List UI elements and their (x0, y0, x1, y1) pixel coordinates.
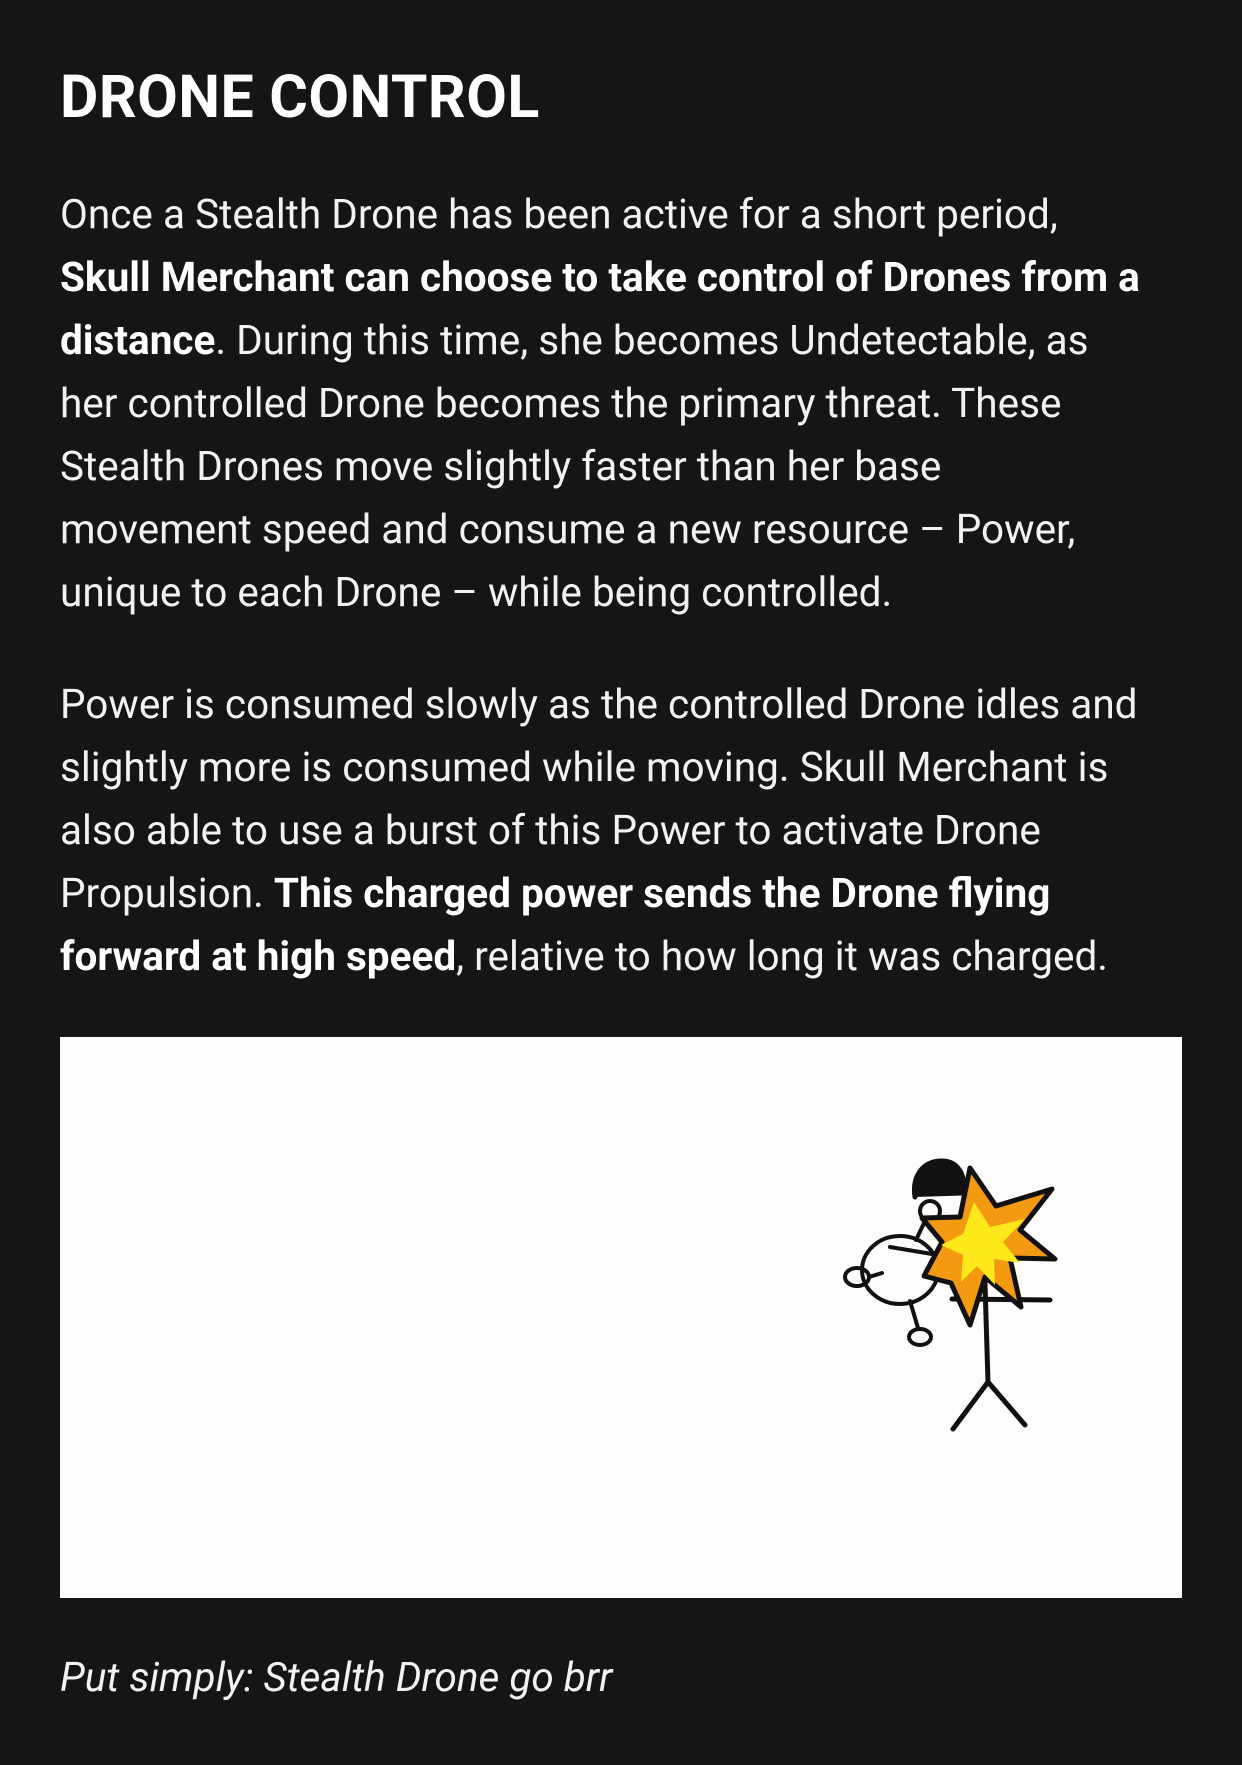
text-line (60, 925, 1190, 988)
drone-rotor (909, 1329, 931, 1345)
section-heading: DRONE CONTROL (60, 63, 540, 132)
paragraph-drone-control (60, 183, 1190, 624)
text-span: . During this time, she becomes Undetectable, as (215, 316, 1089, 364)
text-line: her controlled Drone becomes the primary threat. These (60, 379, 1062, 427)
drone-rotor-arm (910, 1301, 918, 1328)
drone-illustration (60, 1037, 1182, 1598)
paragraph-power (60, 673, 1190, 988)
image-caption: Put simply: Stealth Drone go brr (60, 1653, 613, 1701)
text-line: slightly more is consumed while moving. Skull Merchant is (60, 743, 1109, 791)
bold-text: forward at high speed (60, 932, 457, 980)
drone-rotor-arm (869, 1273, 882, 1277)
drone-rotor (845, 1268, 869, 1286)
text-line: movement speed and consume a new resource – Power, (60, 505, 1076, 553)
text-line (60, 309, 1190, 372)
text-line: unique to each Drone – while being controlled. (60, 568, 893, 616)
stick-leg (953, 1382, 988, 1429)
stick-leg (988, 1382, 1025, 1425)
bold-text: Skull Merchant can choose to take control of Drones from a (60, 253, 1140, 301)
text-line (60, 862, 1190, 925)
bold-text: This charged power sends the Drone flying (273, 869, 1051, 917)
drawing-canvas (60, 1037, 1182, 1598)
text-line: also able to use a burst of this Power to activate Drone (60, 806, 1041, 854)
text-line (60, 246, 1190, 309)
text-span: Propulsion. (60, 869, 274, 917)
text-line: Stealth Drones move slightly faster than her base (60, 442, 942, 490)
text-span: , relative to how long it was charged. (456, 932, 1108, 980)
text-line: Once a Stealth Drone has been active for a short period, (60, 190, 1058, 238)
text-line: Power is consumed slowly as the controlled Drone idles and (60, 680, 1138, 728)
bold-text: distance (60, 316, 216, 364)
